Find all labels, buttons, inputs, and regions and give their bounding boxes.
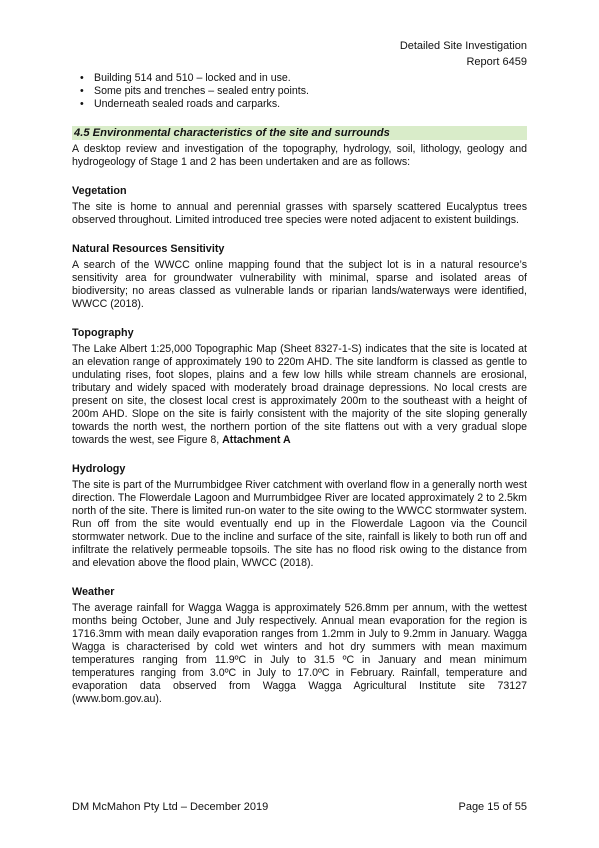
vegetation-paragraph: The site is home to annual and perennial grasses with sparsely scattered Eucalyptus trees observed throughout. Limited introduced tree species were noted adjacent to existent buildings. xyxy=(72,201,527,226)
inspection-limitations-list xyxy=(72,72,527,111)
list-item: • Building 514 and 510 – locked and in use. xyxy=(94,72,527,85)
page-number: Page 15 of 55 xyxy=(458,801,527,813)
header-title: Detailed Site Investigation xyxy=(399,40,527,52)
weather-paragraph: The average rainfall for Wagga Wagga is approximately 526.8mm per annum, with the wettest months being October, June and July respectively. Annual mean evaporation for the region is 1716.3mm with mean daily evaporation ranges from 1.2mm in July to 9.2mm in January. Wagga Wagga is characterised by cold wet winters and hot dry summers with mean maximum temperatures ranging from 11.9ºC in July to 31.5 ºC in January and mean minimum temperatures ranging from 3.0ºC in July to 17.0ºC in February. Rainfall, temperature and evaporation data observed from Wagga Wagga Agricultural Institute site 73127 (www.bom.gov.au). xyxy=(72,602,527,705)
attachment-reference: Attachment A xyxy=(222,434,291,446)
topography-paragraph xyxy=(72,343,527,447)
section-heading: 4.5 Environmental characteristics of the site and surrounds xyxy=(72,126,527,140)
list-item: • Some pits and trenches – sealed entry points. xyxy=(94,85,527,98)
topography-text: The Lake Albert 1:25,000 Topographic Map (Sheet 8327-1-S) indicates that the site is located at an elevation range of approximately 190 to 220m AHD. The site landform is classed as gentle to undulating rises, foot slopes, plains and a few low hills while stream channels are erosional, tributary and widely spaced with moderately broad drainage depressions. No local crests are present on site, the closest local crest is approximately 200m to the southeast with a height of 200m AHD. Slope on the site is fairly consistent with the majority of the site sloping generally towards the north west, the northern portion of the site flattens out with a very gradual slope towards the west, see Figure 8, xyxy=(72,343,527,446)
topography-heading: Topography xyxy=(72,327,134,339)
vegetation-heading: Vegetation xyxy=(72,185,127,197)
header-report-number: Report 6459 xyxy=(466,56,527,68)
list-item: • Underneath sealed roads and carparks. xyxy=(94,98,527,111)
weather-heading: Weather xyxy=(72,586,115,598)
page-header xyxy=(400,38,527,70)
section-intro: A desktop review and investigation of the topography, hydrology, soil, lithology, geology and hydrogeology of Stage 1 and 2 has been undertaken and are as follows: xyxy=(72,143,527,168)
footer-company-date: DM McMahon Pty Ltd – December 2019 xyxy=(72,801,269,813)
hydrology-heading: Hydrology xyxy=(72,463,126,475)
page-content xyxy=(72,72,527,706)
natural-resources-paragraph: A search of the WWCC online mapping found that the subject lot is in a natural resource’s sensitivity area for groundwater vulnerability with minimal, sparse and isolated areas of biodiversity; no areas classed as vulnerable lands or riparian lands/waterways were identified, WWCC (2018). xyxy=(72,259,527,310)
hydrology-paragraph: The site is part of the Murrumbidgee River catchment with overland flow in a generally north west direction. The Flowerdale Lagoon and Murrumbidgee River are located approximately 2 to 2.5km north of the site. There is limited run-on water to the site owing to the WWCC stormwater system. Run off from the site would eventually end up in the Flowerdale Lagoon via the Council stormwater network. Due to the incline and surface of the site, rainfall is likely to both run off and infiltrate the relatively permeable topsoils. The site has no flood risk owing to the distance from and elevation above the flood plain, WWCC (2018). xyxy=(72,479,527,569)
natural-resources-heading: Natural Resources Sensitivity xyxy=(72,243,225,255)
